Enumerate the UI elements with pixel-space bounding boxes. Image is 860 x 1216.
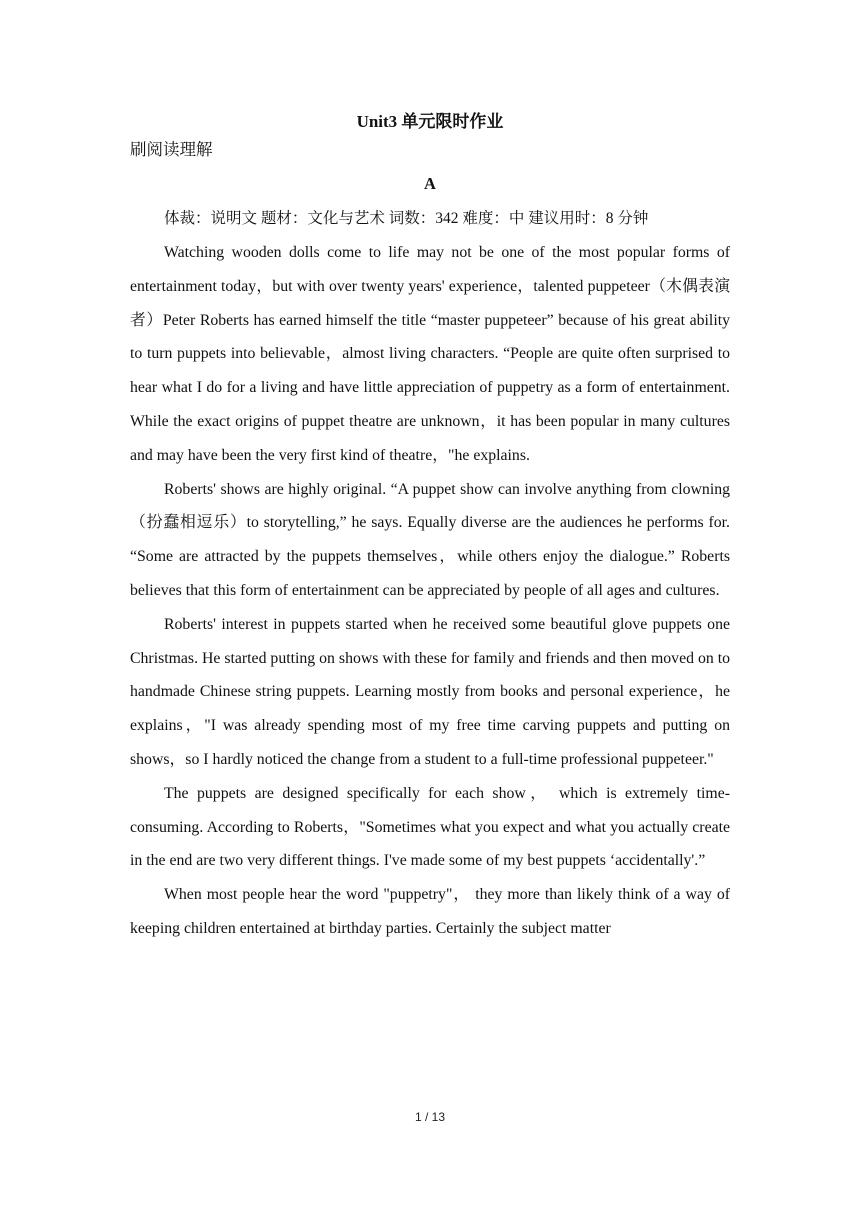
page-number: 1 / 13	[414, 1110, 446, 1124]
paragraph-5: When most people hear the word "puppetry"， they more than likely think of a way of keeping children entertained at birthday parties. Certainly the subject matter	[130, 886, 730, 937]
paragraph-1: Watching wooden dolls come to life may not be one of the most popular forms of entertainment today，but with over twenty years' experience，talented puppeteer（木偶表演者）Peter Roberts has earned himself the title “master puppeteer” because of his great ability to turn puppets into believable，almost living characters. “People are quite often surprised to hear what I do for a living and have little appreciation of puppetry as a form of entertainment. While the exact origins of puppet theatre are unknown，it has been popular in many cultures and may have been the very first kind of theatre，"he explains.	[130, 244, 730, 464]
section-heading: 刷阅读理解	[130, 140, 213, 159]
passage-label: A	[424, 174, 436, 193]
paragraph-4: The puppets are designed specifically for each show， which is extremely time-consuming. According to Roberts，"Sometimes what you expect and what you actually create in the end are two very different things. I've made some of my best puppets ‘accidentally'.”	[130, 784, 730, 870]
passage-meta-info: 体裁：说明文 题材：文化与艺术 词数：342 难度：中 建议用时：8 分钟	[164, 210, 649, 227]
paragraph-3: Roberts' interest in puppets started when he received some beautiful glove puppets one Christmas. He started putting on shows with these for family and friends and then moved on to handmade Chinese string puppets. Learning mostly from books and personal experience，he explains，"I was already spending most of my free time carving puppets and putting on shows，so I hardly noticed the change from a student to a full-time professional puppeteer."	[130, 615, 730, 768]
paragraph-2: Roberts' shows are highly original. “A puppet show can involve anything from clowning（扮蠢相逗乐）to storytelling,” he says. Equally diverse are the audiences he performs for. “Some are attracted by the puppets themselves，while others enjoy the dialogue.” Roberts believes that this form of entertainment can be appreciated by people of all ages and cultures.	[130, 480, 730, 599]
document-page	[130, 108, 730, 946]
document-title: Unit3 单元限时作业	[356, 112, 504, 131]
